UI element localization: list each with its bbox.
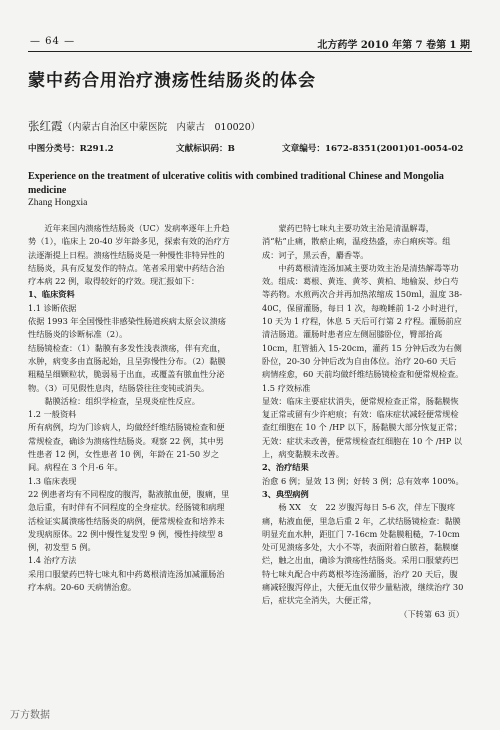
paragraph: 近年来国内溃疡性结肠炎（UC）发病率逐年上升趋势（1），临床上 20-40 岁年龄多见，探索有效的治疗方法逐渐提上日程。溃疡性结肠炎是一种慢性非特异性的结肠炎，具有反复发作的特点。笔者采用蒙中药结合治疗本病 22 例，取得较好的疗效。现汇报如下： xyxy=(28,223,230,287)
header-rule xyxy=(28,51,472,52)
article-title: 蒙中药合用治疗溃疡性结肠炎的体会 xyxy=(28,71,316,91)
author-affiliation: （内蒙古自治区中蒙医院 内蒙古 010020） xyxy=(62,122,261,133)
page-number: — 64 — xyxy=(30,36,76,47)
continuation-note: （下转第 63 页） xyxy=(399,608,464,619)
left-column xyxy=(28,222,230,594)
paragraph: 显效：临床主要症状消失，便常规检查正常，肠黏膜恢复正常或留有少许疤痕；有效：临床症状减轻便常规检查红细胞在 10 个 /HP 以下，肠黏膜大部分恢复正常；无效：症状未改善，便常规检查红细胞在 10 个 /HP 以上，病变黏膜未改善。 xyxy=(262,395,462,460)
paragraph: 依据 1993 年全国慢性非感染性肠道疾病太原会议溃疡性结肠炎的诊断标准（2）。 xyxy=(28,316,226,340)
paragraph: 结肠镜检查：（1）黏膜有多发性浅表溃疡，伴有充血，水肿，病变多由直肠起始，且呈弥慢性分布。（2）黏膜粗糙呈细颗粒状，脆弱易于出血，或覆盖有脓血性分泌物。（3）可见假性息肉，结肠袋往往变钝或消失。 xyxy=(28,342,226,393)
paragraph: 黏膜活检：组织学检查，呈现炎症性反应。 xyxy=(44,395,200,406)
paragraph: 中药葛根清连汤加减主要功效主治是清热解毒等功效。组成：葛根、黄连、黄芩、黄柏、地榆炭、炒白芍等药物。水煎两次合并再加热浓缩成 150ml，温度 38-40C，保留灌肠，每日 1 次，每晚睡前 1-2 小时进行，10 天为 1 疗程，休息 5 天后可行第 2 疗程。灌肠前应清洁肠道。灌肠时患者应左侧屈膝卧位，臀部抬高 10cm，肛管插入 15-20cm，灌药 15 分钟后改为右侧卧位，20-30 分钟后改为自由体位。治疗 20-60 天后病情痊愈，60 天前均做纤维结肠镜检查和便常规检查。 xyxy=(262,262,464,380)
subsection-heading: 1.4 治疗方法 xyxy=(28,555,77,566)
author-name: 张红霞 xyxy=(28,119,63,133)
journal-header: 北方药学 2010 年第 7 卷第 1 期 xyxy=(317,40,470,51)
article-number: 文章编号：1672-8351(2001)01-0054-02 xyxy=(282,144,464,154)
right-column xyxy=(262,222,464,621)
english-title: Experience on the treatment of ulcerative colitis with combined traditional Chinese and Mongolia medicine xyxy=(28,171,444,196)
section-heading: 3、典型病例 xyxy=(262,488,309,499)
section-heading: 2、治疗结果 xyxy=(262,462,309,473)
paragraph: 采用口服蒙药巴特七味丸和中药葛根清连汤加减灌肠治疗本病。20-60 天病情治愈。 xyxy=(28,568,225,593)
subsection-heading: 1.1 诊断依据 xyxy=(28,302,77,313)
paragraph: 蒙药巴特七味丸主要功效主治是清温解毒，消“粘”止痛，散瘀止痢，温疫热盛，赤白痢疾等。组成：诃子，黑云香，麝香等。 xyxy=(262,223,451,260)
author-line xyxy=(28,118,260,134)
subsection-heading: 1.5 疗效标准 xyxy=(262,382,311,393)
subsection-heading: 1.2 一般资料 xyxy=(28,409,77,420)
section-heading: 1、临床资料 xyxy=(28,289,75,300)
watermark-text: 万方数据 xyxy=(10,710,50,721)
paragraph: 22 例患者均有不同程度的腹泻，黏液脓血便，腹痛，里急后重，有时伴有不同程度的全身症状。经肠镜和病理活检证实属溃疡性结肠炎的病例，便常规检查和培养未发现病原体。22 例中慢性复发型 9 例，慢性持续型 8 例，初发型 5 例。 xyxy=(28,488,230,553)
paragraph: 治愈 6 例；显效 13 例；好转 3 例；总有效率 100%。 xyxy=(262,475,464,486)
clc-number: 中图分类号：R291.2 xyxy=(28,144,114,154)
paragraph: 所有病例，均为门诊病人，均做经纤维结肠镜检查和便常规检查，确诊为溃疡性结肠炎。观察 22 例，其中男性患者 12 例，女性患者 10 例，年龄在 21-50 岁之间。病程在 3 个月-6 年。 xyxy=(28,422,225,473)
english-author: Zhang Hongxia xyxy=(28,198,88,208)
subsection-heading: 1.3 临床表现 xyxy=(28,475,77,486)
document-code: 文献标识码：B xyxy=(176,144,235,154)
paragraph: 杨 XX 女 22 岁腹泻每日 5-6 次，伴左下腹疼痛，粘液血便，里急后重 2 年，乙状结肠镜检查：黏膜明显充血水肿，距肛门 7-16cm 处黏膜粗糙，7-10cm 处可见溃疡多处，大小不等，表面附着白脓苔，黏膜糜烂，触之出血，确诊为溃疡性结肠炎。采用口服蒙药巴特七味丸配合中药葛根芩连汤灌肠，治疗 20 天后，腹痛减轻腹泻停止，大便无血仅带少量粘液，继续治疗 30 后，症状完全消失，大便正常， xyxy=(262,502,464,606)
